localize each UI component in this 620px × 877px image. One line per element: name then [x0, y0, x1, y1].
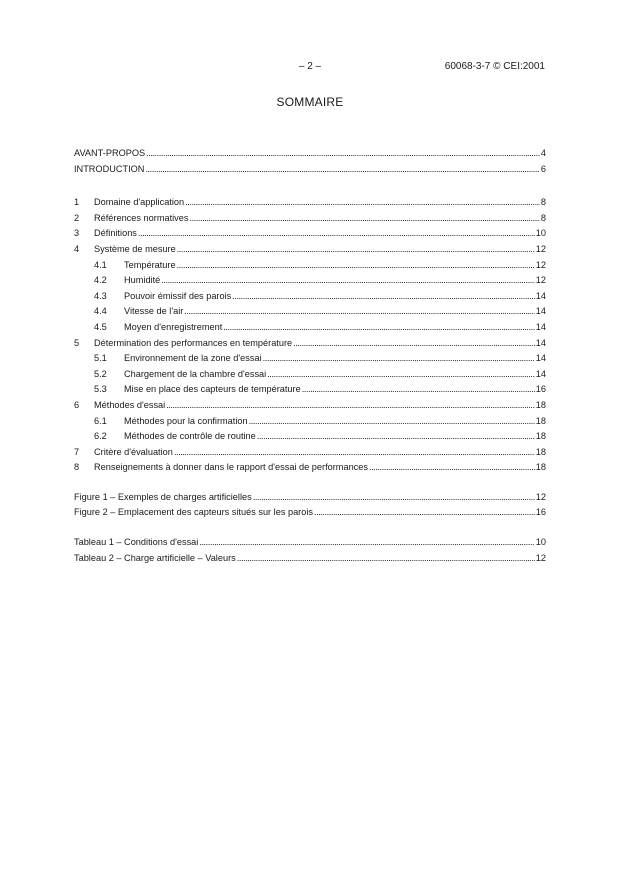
toc-entry-page: 12: [535, 275, 546, 286]
toc-entry-label: Figure 1 – Exemples de charges artificielles: [74, 491, 252, 502]
toc-entry-section-1[interactable]: [74, 195, 546, 211]
toc-entry-section-4-4[interactable]: [74, 304, 546, 320]
toc-entry-section-3[interactable]: [74, 226, 546, 242]
toc-entry-number: 2: [74, 212, 80, 223]
toc-entry-number: 5.2: [94, 368, 107, 379]
toc-entry-page: 14: [535, 368, 546, 379]
toc-entry-number: 1: [74, 197, 80, 208]
leader-dots: [369, 460, 535, 476]
toc-entry-page: 18: [535, 431, 546, 442]
toc-entry-page: 12: [535, 552, 546, 563]
toc-entry-label: Température: [124, 259, 176, 270]
toc-entry-number: 5.3: [94, 384, 107, 395]
toc-entry-number: 4.3: [94, 290, 107, 301]
toc-entry-page: 14: [535, 353, 546, 364]
toc-entry-avant-propos[interactable]: [74, 146, 546, 162]
toc-entry-number: 6.2: [94, 431, 107, 442]
toc-entry-section-5-3[interactable]: [74, 382, 546, 398]
toc-entry-label: Tableau 2 – Charge artificielle – Valeurs: [74, 552, 236, 563]
toc-entry-section-5-2[interactable]: [74, 367, 546, 383]
toc-entry-page: 12: [535, 259, 546, 270]
leader-dots: [253, 490, 535, 506]
toc-entry-label: Pouvoir émissif des parois: [124, 290, 232, 301]
toc-entry-page: 14: [535, 306, 546, 317]
leader-dots: [237, 551, 535, 567]
toc-entry-page: 10: [535, 228, 546, 239]
toc-entry-page: 18: [535, 446, 546, 457]
toc-entry-label: Moyen d'enregistrement: [124, 321, 223, 332]
toc-entry-introduction[interactable]: [74, 162, 546, 178]
table-of-contents: [74, 146, 546, 566]
leader-dots: [314, 505, 535, 521]
document-reference: 60068-3-7 © CEI:2001: [444, 61, 545, 72]
toc-entry-number: 7: [74, 446, 80, 457]
toc-entry-label: AVANT-PROPOS: [74, 148, 146, 158]
toc-entry-label: Domaine d'application: [94, 197, 185, 208]
toc-entry-page: 6: [540, 163, 546, 174]
page-number: – 2 –: [298, 61, 322, 72]
toc-entry-section-2[interactable]: [74, 211, 546, 227]
leader-dots: [174, 445, 535, 461]
toc-entry-page: 18: [535, 399, 546, 410]
toc-entry-page: 12: [535, 243, 546, 254]
toc-entry-label: Tableau 1 – Conditions d'essai: [74, 537, 199, 548]
toc-entry-section-5-1[interactable]: [74, 351, 546, 367]
toc-entry-page: 8: [540, 197, 546, 208]
leader-dots: [184, 304, 534, 320]
toc-entry-label: Définitions: [94, 228, 137, 239]
leader-dots: [267, 367, 535, 383]
leader-dots: [161, 273, 535, 289]
leader-dots: [177, 242, 535, 258]
leader-dots: [145, 162, 539, 178]
toc-entry-number: 4.5: [94, 321, 107, 332]
leader-dots: [263, 351, 535, 367]
toc-entry-number: 6.1: [94, 415, 107, 426]
toc-entry-page: 18: [535, 462, 546, 473]
toc-entry-label: Humidité: [124, 275, 161, 286]
leader-dots: [199, 535, 534, 551]
leader-dots: [302, 382, 535, 398]
toc-entry-page: 8: [540, 212, 546, 223]
leader-dots: [185, 195, 540, 211]
toc-entry-label: Système de mesure: [94, 243, 176, 254]
page-title: SOMMAIRE: [276, 95, 344, 109]
toc-entry-label: Figure 2 – Emplacement des capteurs situés sur les parois: [74, 507, 313, 518]
toc-entry-figure-2[interactable]: [74, 505, 546, 521]
toc-entry-table-2[interactable]: [74, 551, 546, 567]
leader-dots: [232, 289, 535, 305]
leader-dots: [166, 398, 535, 414]
leader-dots: [146, 146, 540, 162]
toc-entry-page: 14: [535, 321, 546, 332]
toc-entry-label: Mise en place des capteurs de température: [124, 384, 301, 395]
toc-entry-section-5[interactable]: [74, 336, 546, 352]
toc-entry-number: 4.1: [94, 259, 107, 270]
toc-entry-section-4-3[interactable]: [74, 289, 546, 305]
toc-entry-page: 14: [535, 290, 546, 301]
toc-entry-page: 10: [535, 537, 546, 548]
toc-entry-section-8[interactable]: [74, 460, 546, 476]
toc-entry-number: 4.2: [94, 275, 107, 286]
toc-entry-label: Renseignements à donner dans le rapport d'essai de performances: [94, 462, 368, 473]
leader-dots: [257, 429, 535, 445]
toc-entry-page: 4: [540, 148, 546, 158]
toc-entry-section-7[interactable]: [74, 445, 546, 461]
leader-dots: [249, 414, 535, 430]
toc-entry-section-4[interactable]: [74, 242, 546, 258]
leader-dots: [177, 258, 535, 274]
leader-dots: [223, 320, 534, 336]
toc-entry-figure-1[interactable]: [74, 490, 546, 506]
toc-entry-number: 6: [74, 399, 80, 410]
toc-entry-label: Méthodes pour la confirmation: [124, 415, 248, 426]
toc-entry-label: Méthodes d'essai: [94, 399, 166, 410]
toc-entry-label: INTRODUCTION: [74, 163, 145, 174]
toc-entry-section-6-1[interactable]: [74, 414, 546, 430]
toc-entry-page: 18: [535, 415, 546, 426]
toc-entry-number: 5: [74, 337, 80, 348]
toc-entry-label: Vitesse de l'air: [124, 306, 184, 317]
toc-entry-section-4-1[interactable]: [74, 258, 546, 274]
toc-entry-page: 16: [535, 507, 546, 518]
toc-entry-number: 4.4: [94, 306, 107, 317]
toc-entry-label: Références normatives: [94, 212, 189, 223]
toc-entry-number: 3: [74, 228, 80, 239]
toc-entry-label: Environnement de la zone d'essai: [124, 353, 262, 364]
toc-entry-page: 12: [535, 491, 546, 502]
toc-entry-label: Critère d'évaluation: [94, 446, 173, 457]
toc-entry-section-4-2[interactable]: [74, 273, 546, 289]
toc-entry-label: Détermination des performances en température: [94, 337, 293, 348]
leader-dots: [189, 211, 539, 227]
toc-entry-section-6-2[interactable]: [74, 429, 546, 445]
toc-entry-page: 14: [535, 337, 546, 348]
toc-entry-label: Chargement de la chambre d'essai: [124, 368, 267, 379]
leader-dots: [293, 336, 535, 352]
toc-entry-number: 8: [74, 462, 80, 473]
toc-entry-section-4-5[interactable]: [74, 320, 546, 336]
toc-entry-number: 5.1: [94, 353, 107, 364]
toc-entry-label: Méthodes de contrôle de routine: [124, 431, 256, 442]
toc-entry-section-6[interactable]: [74, 398, 546, 414]
toc-entry-number: 4: [74, 243, 80, 254]
toc-entry-page: 16: [535, 384, 546, 395]
toc-entry-table-1[interactable]: [74, 535, 546, 551]
leader-dots: [138, 226, 535, 242]
